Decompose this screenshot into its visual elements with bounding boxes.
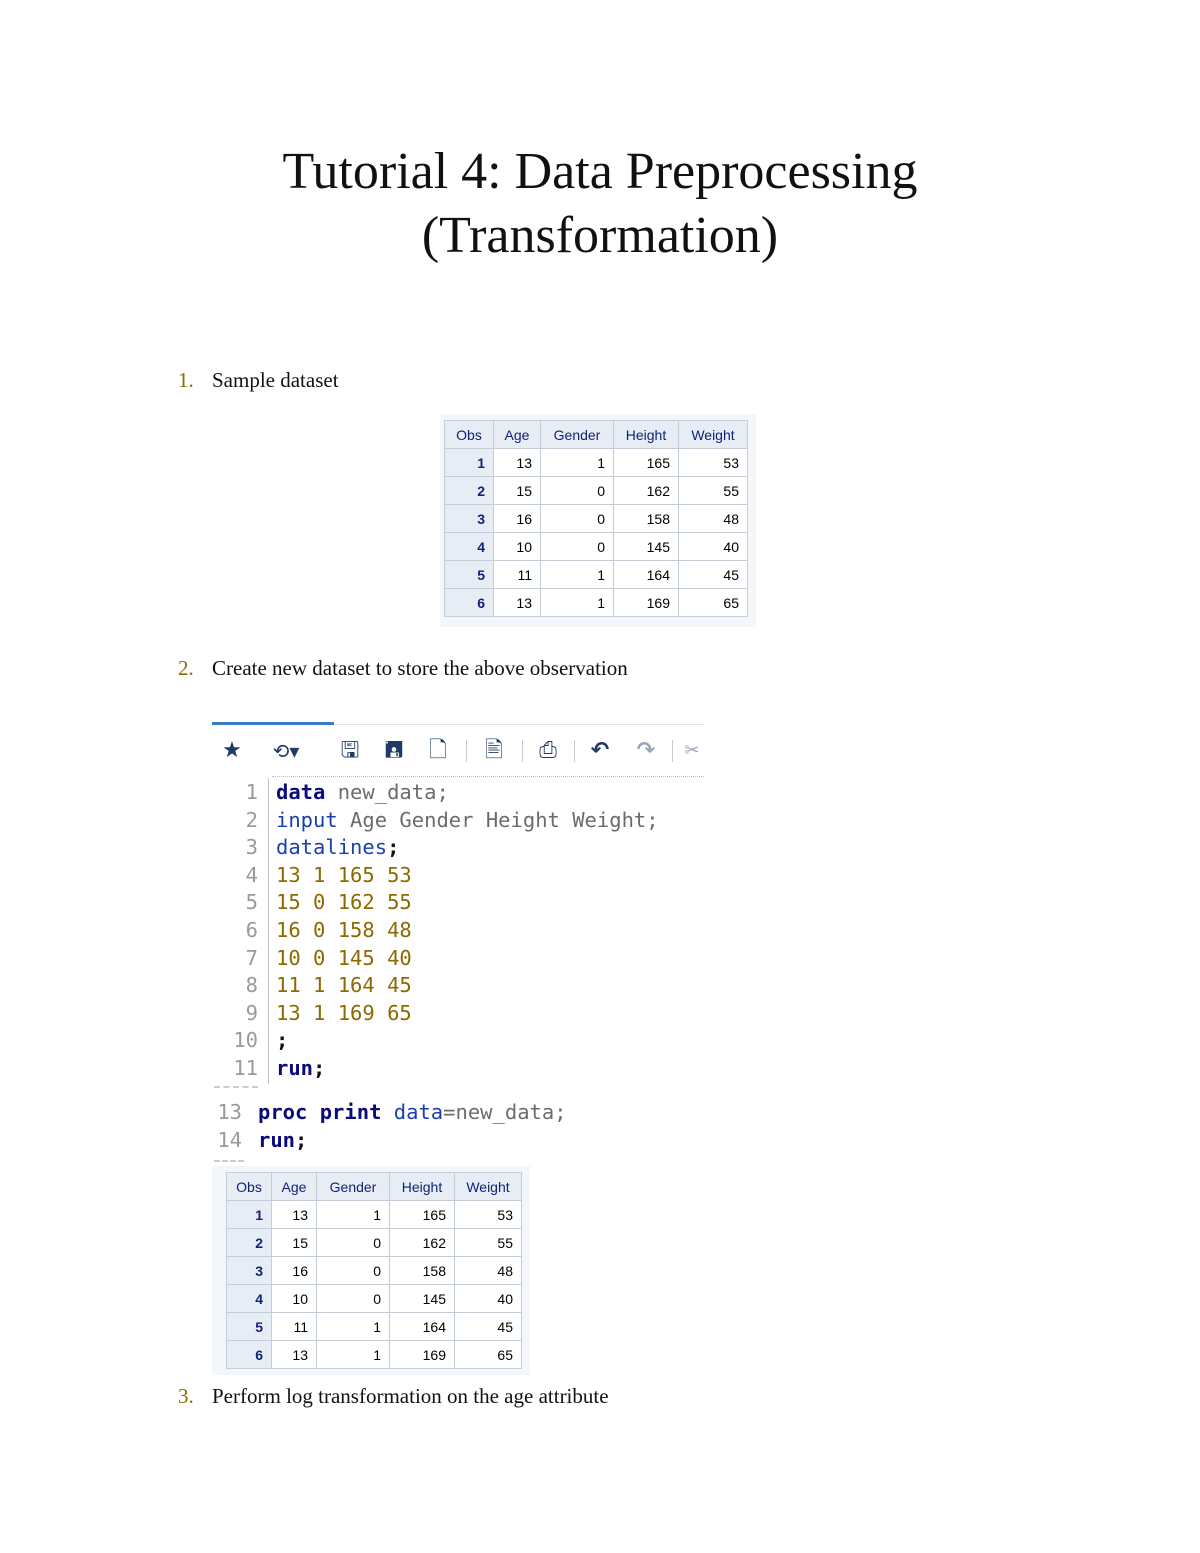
code-text: 13 1 169 65 (276, 1000, 412, 1025)
line-number: 14 (217, 1127, 242, 1152)
table-cell: 13 (272, 1201, 317, 1229)
table-cell: 10 (272, 1285, 317, 1313)
code-line (212, 1054, 326, 1082)
table-cell: 53 (679, 449, 748, 477)
table-row (445, 533, 748, 561)
table-cell: 16 (272, 1257, 317, 1285)
line-number: 5 (245, 890, 258, 915)
toolbar-separator (466, 740, 467, 762)
column-header-obs: Obs (445, 421, 494, 449)
column-header-height: Height (390, 1173, 455, 1201)
code-text: 10 0 145 40 (276, 945, 412, 970)
save-icon[interactable]: 🖫 (340, 738, 360, 763)
table-cell: 55 (679, 477, 748, 505)
table-cell: 65 (455, 1341, 522, 1369)
fold-marker (214, 1160, 244, 1162)
clear-icon[interactable]: ✂ (684, 740, 700, 761)
line-number: 3 (245, 835, 258, 860)
table-cell: 13 (494, 589, 541, 617)
table-cell: 48 (679, 505, 748, 533)
step-text: Sample dataset (212, 368, 339, 392)
code-line (196, 1098, 567, 1126)
column-header-obs: Obs (227, 1173, 272, 1201)
title-line-1: Tutorial 4: Data Preprocessing (282, 143, 918, 200)
code-line (212, 778, 449, 806)
table-row (227, 1313, 522, 1341)
code-line (212, 888, 412, 916)
code-line (212, 971, 412, 999)
code-text: 16 0 158 48 (276, 918, 412, 942)
code-editor-continued[interactable] (196, 1098, 696, 1156)
table-cell: 5 (227, 1313, 272, 1341)
table-cell: 45 (679, 561, 748, 589)
table-row (445, 477, 748, 505)
format-icon[interactable]: 🖹 (485, 738, 503, 763)
table-cell: 40 (679, 533, 748, 561)
code-line (196, 1126, 308, 1154)
table-cell: 0 (541, 505, 614, 533)
table-cell: 13 (272, 1341, 317, 1369)
table-cell: 0 (541, 477, 614, 505)
step-number: 2. (178, 656, 194, 680)
table-cell: 48 (455, 1257, 522, 1285)
fold-marker (214, 1086, 258, 1088)
table-cell: 1 (541, 589, 614, 617)
code-text: run; (276, 1056, 326, 1080)
code-text: 15 0 162 55 (276, 890, 412, 915)
code-text: data new_data; (276, 780, 449, 804)
table-cell: 6 (227, 1341, 272, 1369)
line-number: 11 (233, 1056, 258, 1080)
column-header-age: Age (494, 421, 541, 449)
code-editor[interactable] (212, 778, 702, 1088)
code-text: 11 1 164 45 (276, 973, 412, 998)
line-number: 6 (245, 918, 258, 942)
table-cell: 13 (494, 449, 541, 477)
table-cell: 0 (317, 1257, 390, 1285)
table-row (227, 1201, 522, 1229)
editor-toolbar (216, 734, 706, 768)
table-row (445, 589, 748, 617)
code-text: datalines; (276, 835, 400, 860)
table-cell: 2 (445, 477, 494, 505)
table-cell: 162 (614, 477, 679, 505)
page-title (0, 140, 1200, 268)
table-cell: 0 (317, 1285, 390, 1313)
column-header-gender: Gender (317, 1173, 390, 1201)
table-cell: 169 (614, 589, 679, 617)
sample-dataset-table (444, 420, 748, 617)
line-number: 10 (233, 1028, 258, 1053)
proc-print-output-table (226, 1172, 522, 1369)
column-header-age: Age (272, 1173, 317, 1201)
undo-icon[interactable]: ↶ (590, 738, 610, 763)
table-row (227, 1285, 522, 1313)
code-text: proc print data=new_data; (258, 1100, 567, 1124)
code-line (212, 806, 659, 834)
table-cell: 1 (541, 561, 614, 589)
code-line (212, 944, 412, 972)
title-line-2: (Transformation) (421, 207, 779, 264)
table-cell: 1 (227, 1201, 272, 1229)
line-number: 13 (217, 1100, 242, 1124)
editor-tab-indicator (212, 722, 334, 725)
step-2 (178, 656, 628, 681)
table-cell: 145 (390, 1285, 455, 1313)
table-cell: 3 (445, 505, 494, 533)
run-icon[interactable]: ★ (222, 738, 242, 763)
toolbar-separator (672, 740, 673, 762)
table-cell: 1 (317, 1341, 390, 1369)
table-cell: 2 (227, 1229, 272, 1257)
line-number: 8 (245, 973, 258, 998)
code-line (212, 861, 412, 889)
table-cell: 15 (272, 1229, 317, 1257)
redo-icon[interactable]: ↷ (636, 738, 656, 763)
column-header-gender: Gender (541, 421, 614, 449)
table-cell: 165 (614, 449, 679, 477)
table-cell: 0 (317, 1229, 390, 1257)
table-row (445, 449, 748, 477)
print-icon[interactable]: ⎙ (539, 738, 557, 763)
table-cell: 40 (455, 1285, 522, 1313)
table-cell: 4 (445, 533, 494, 561)
column-header-weight: Weight (455, 1173, 522, 1201)
table-cell: 162 (390, 1229, 455, 1257)
table-cell: 164 (614, 561, 679, 589)
history-icon[interactable]: ⟲▾ (272, 739, 300, 763)
table-cell: 5 (445, 561, 494, 589)
table-cell: 15 (494, 477, 541, 505)
proc-print-output-panel (212, 1166, 530, 1375)
table-cell: 1 (317, 1201, 390, 1229)
code-line (212, 1026, 289, 1054)
table-cell: 53 (455, 1201, 522, 1229)
save-copy-icon[interactable]: 🗋 (429, 738, 447, 763)
code-text: 13 1 165 53 (276, 862, 412, 887)
step-number: 3. (178, 1384, 194, 1408)
line-number: 7 (245, 945, 258, 970)
table-cell: 165 (390, 1201, 455, 1229)
save-as-icon[interactable]: 🖪 (384, 738, 404, 763)
toolbar-separator (522, 740, 523, 762)
line-number: 9 (245, 1000, 258, 1025)
table-row (445, 561, 748, 589)
code-text: run; (258, 1127, 308, 1152)
step-3 (178, 1384, 609, 1409)
column-header-weight: Weight (679, 421, 748, 449)
step-text: Perform log transformation on the age attribute (212, 1384, 609, 1408)
column-header-height: Height (614, 421, 679, 449)
table-cell: 1 (445, 449, 494, 477)
table-row (445, 505, 748, 533)
table-cell: 65 (679, 589, 748, 617)
toolbar-divider (272, 776, 704, 777)
table-row (227, 1257, 522, 1285)
code-text: ; (276, 1028, 289, 1053)
table-cell: 10 (494, 533, 541, 561)
step-1 (178, 368, 339, 393)
table-cell: 4 (227, 1285, 272, 1313)
line-number: 1 (245, 780, 258, 804)
editor-gutter (268, 778, 269, 1084)
table-cell: 169 (390, 1341, 455, 1369)
table-cell: 164 (390, 1313, 455, 1341)
table-cell: 1 (541, 449, 614, 477)
table-cell: 55 (455, 1229, 522, 1257)
table-cell: 158 (390, 1257, 455, 1285)
code-line (212, 833, 400, 861)
table-cell: 145 (614, 533, 679, 561)
step-text: Create new dataset to store the above observation (212, 656, 628, 680)
step-number: 1. (178, 368, 194, 392)
table-row (227, 1341, 522, 1369)
table-cell: 6 (445, 589, 494, 617)
table-cell: 11 (494, 561, 541, 589)
table-cell: 3 (227, 1257, 272, 1285)
code-text: input Age Gender Height Weight; (276, 807, 659, 832)
table-cell: 45 (455, 1313, 522, 1341)
code-line (212, 916, 412, 944)
table-cell: 1 (317, 1313, 390, 1341)
editor-top-rule (334, 724, 704, 725)
toolbar-separator (574, 740, 575, 762)
table-cell: 0 (541, 533, 614, 561)
code-line (212, 999, 412, 1027)
line-number: 2 (245, 807, 258, 832)
line-number: 4 (245, 862, 258, 887)
table-cell: 158 (614, 505, 679, 533)
table-cell: 16 (494, 505, 541, 533)
table-cell: 11 (272, 1313, 317, 1341)
sample-dataset-table-panel (440, 414, 756, 627)
table-row (227, 1229, 522, 1257)
